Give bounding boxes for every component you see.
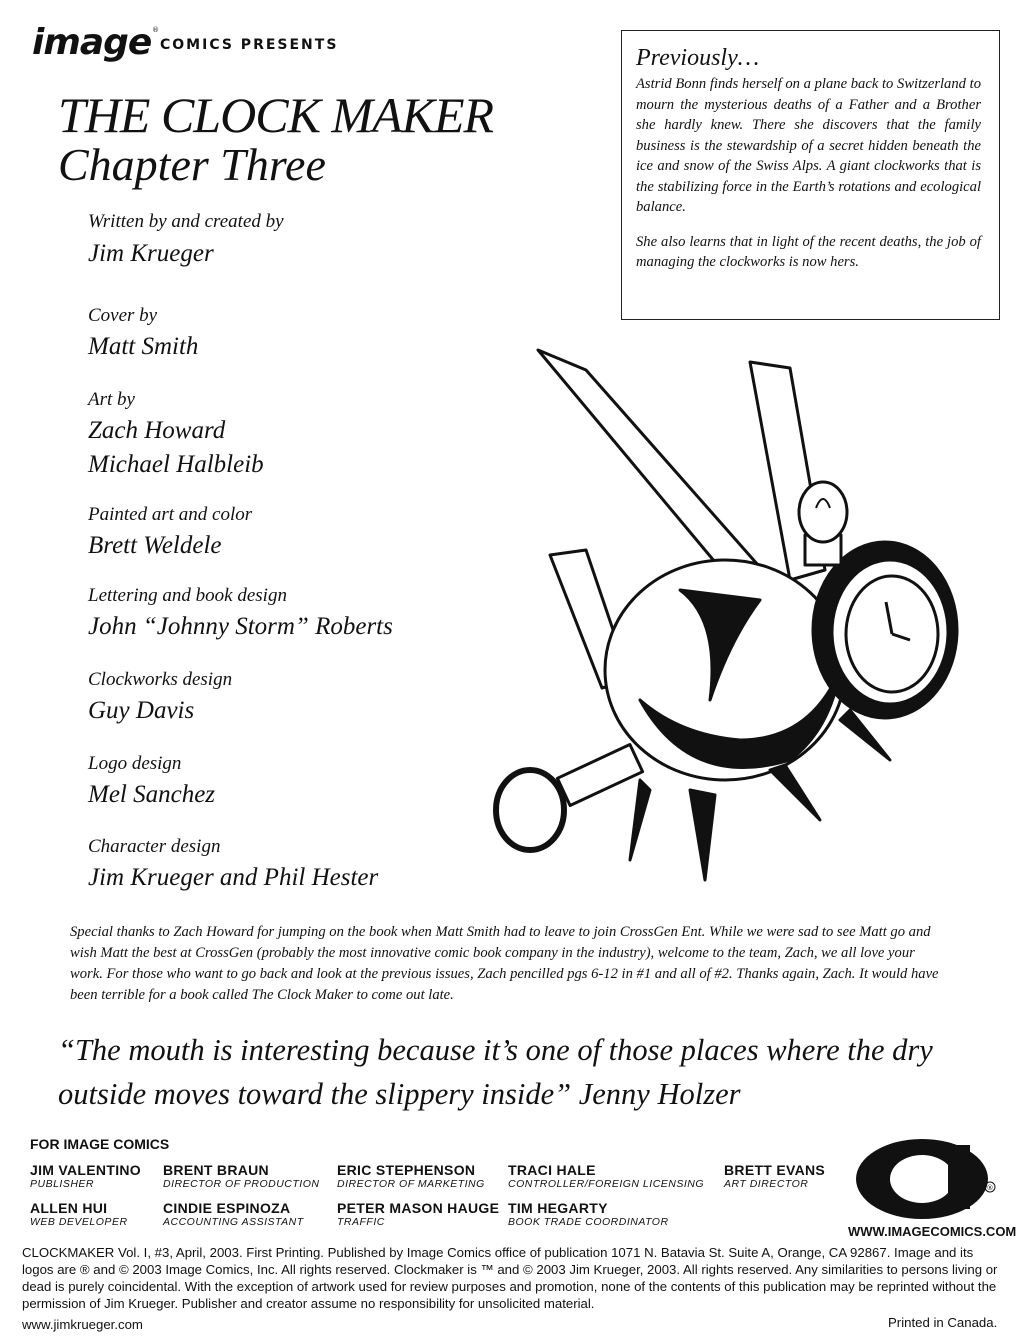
staff-entry [337, 1162, 485, 1190]
staff-entry [508, 1162, 704, 1190]
staff-entry [163, 1200, 304, 1228]
credit-role-logo: Logo design [88, 753, 182, 774]
image-comics-url[interactable]: WWW.IMAGECOMICS.COM [848, 1224, 1017, 1239]
comics-presents: COMICS PRESENTS [160, 37, 339, 53]
credit-name-writer: Jim Krueger [88, 240, 214, 267]
bulb-glass [799, 482, 847, 542]
previously-paragraph-2: She also learns that in light of the recent deaths, the job of managing the clockworks is now hers. [636, 233, 981, 270]
staff-role: CONTROLLER/FOREIGN LICENSING [508, 1178, 705, 1190]
staff-entry [163, 1162, 319, 1190]
staff-name: TRACI HALE [508, 1162, 596, 1178]
special-thanks-paragraph: Special thanks to Zach Howard for jumping on the book when Matt Smith had to leave to join CrossGen Ent. While we were sad to see Matt go and wish Matt the best at CrossGen (probably the most innovative comic book company in the industry), welcome to the team, Zach, we all love your work. For those who want to go back and look at the previous issues, Zach pencilled pgs 6-12 in #1 and all of #2. Thanks again, Zach. It would have been terrible for a book called The Clock Maker to come out late. [70, 924, 939, 1003]
bee-leg-3 [770, 765, 820, 820]
credit-name-lettering: John “Johnny Storm” Roberts [88, 613, 393, 640]
staff-heading: FOR IMAGE COMICS [30, 1136, 170, 1152]
staff-name: BRENT BRAUN [163, 1162, 269, 1178]
staff-entry [337, 1200, 499, 1228]
creator-website[interactable]: www.jimkrueger.com [22, 1317, 143, 1332]
credit-role-art: Art by [88, 389, 135, 410]
printed-in: Printed in Canada. [888, 1315, 998, 1330]
credit-name-clockworks: Guy Davis [88, 697, 195, 724]
staff-role: ART DIRECTOR [724, 1178, 809, 1190]
credit-role-character: Character design [88, 836, 221, 857]
registered-mark: ® [152, 26, 159, 34]
image-comics-logo-icon [852, 1135, 1002, 1225]
credit-name-cover: Matt Smith [88, 333, 199, 360]
staff-name: CINDIE ESPINOZA [163, 1200, 291, 1216]
credit-name-art-1: Zach Howard [88, 417, 226, 444]
lens-ring [496, 770, 564, 850]
staff-role: PUBLISHER [30, 1178, 95, 1190]
staff-role: ACCOUNTING ASSISTANT [163, 1216, 304, 1228]
credit-role-clockworks: Clockworks design [88, 669, 233, 690]
previously-heading: Previously… [636, 45, 760, 71]
previously-paragraph-1: Astrid Bonn finds herself on a plane back to Switzerland to mourn the mysterious deaths of a Father and a Brother she hardly knew. There she discovers that the family business is the stewardship of a secret hidden beneath the ice and snow of the Swiss Alps. A giant clockworks that is the stabilizing force in the Earth’s rotations and ecological balance. [636, 76, 981, 215]
staff-entry [724, 1162, 825, 1190]
bee-leg-1 [630, 780, 650, 860]
staff-entry [30, 1200, 128, 1228]
previously-box [621, 30, 1000, 320]
credit-name-art-2: Michael Halbleib [88, 451, 264, 478]
staff-role: BOOK TRADE COORDINATOR [508, 1216, 669, 1228]
image-logo-registered: ® [986, 1184, 994, 1192]
credit-name-logo: Mel Sanchez [88, 781, 216, 808]
pull-quote: “The mouth is interesting because it’s one of those places where the dry outside moves toward the slippery inside” Jenny Holzer [58, 1033, 933, 1111]
staff-entry [508, 1200, 669, 1228]
lens-arm [557, 745, 642, 806]
clockwork-bee-illustration [490, 340, 1010, 900]
staff-name: JIM VALENTINO [30, 1162, 141, 1178]
staff-role: DIRECTOR OF MARKETING [337, 1178, 485, 1190]
staff-name: ALLEN HUI [30, 1200, 108, 1216]
staff-role: DIRECTOR OF PRODUCTION [163, 1178, 320, 1190]
credit-role-cover: Cover by [88, 305, 158, 326]
credit-role-lettering: Lettering and book design [88, 585, 287, 606]
legal-indicia: CLOCKMAKER Vol. I, #3, April, 2003. First Printing. Published by Image Comics office of publication 1071 N. Batavia St. Suite A, Orange, CA 92867. Image and its logos are ® and © 2003 Image Comics, Inc. All rights reserved. Clockmaker is ™ and © 2003 Jim Krueger, 2003. All rights reserved. Any similarities to persons living or dead is purely coincidental. With the exception of artwork used for review purposes and promotion, none of the contents of this publication may be reprinted without the permission of Jim Krueger. Publisher and creator assume no responsibility for unsolicited material. [22, 1245, 998, 1311]
bee-wing-upper-left [538, 350, 758, 580]
staff-role: TRAFFIC [337, 1216, 385, 1228]
bee-leg-2 [690, 790, 715, 880]
credit-name-character: Jim Krueger and Phil Hester [88, 864, 379, 891]
credit-name-color: Brett Weldele [88, 532, 222, 559]
staff-entry [30, 1162, 141, 1190]
staff-role: WEB DEVELOPER [30, 1216, 128, 1228]
staff-name: TIM HEGARTY [508, 1200, 608, 1216]
image-logo-wordmark: image [32, 22, 152, 63]
staff-name: BRETT EVANS [724, 1162, 826, 1178]
credit-role-writer: Written by and created by [88, 211, 284, 232]
credit-role-color: Painted art and color [88, 504, 253, 525]
staff-name: PETER MASON HAUGE [337, 1200, 500, 1216]
staff-name: ERIC STEPHENSON [337, 1162, 476, 1178]
chapter-title: Chapter Three [58, 139, 326, 190]
page-title: THE CLOCK MAKER [58, 87, 494, 143]
